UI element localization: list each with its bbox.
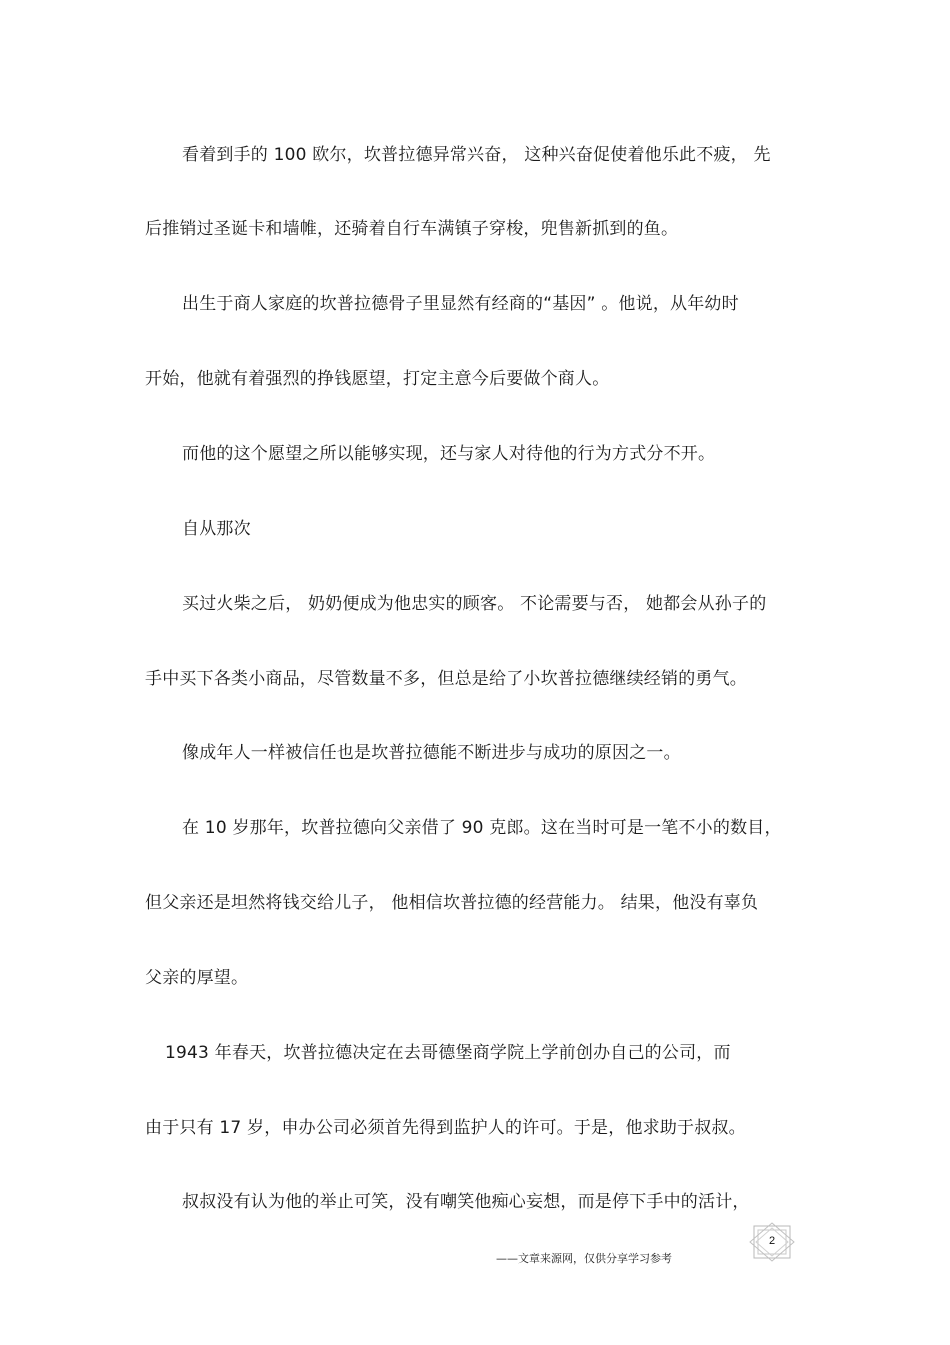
- text-line: 但父亲还是坦然将钱交给儿子， 他相信坎普拉德的经营能力。 结果，他没有辜负: [145, 893, 759, 913]
- text-line: 看着到手的 100 欧尔，坎普拉德异常兴奋， 这种兴奋促使着他乐此不疲， 先: [182, 145, 771, 165]
- text-line: 1943 年春天，坎普拉德决定在去哥德堡商学院上学前创办自己的公司，而: [165, 1043, 731, 1063]
- page-number-badge: [748, 1222, 796, 1262]
- text-line: 像成年人一样被信任也是坎普拉德能不断进步与成功的原因之一。: [182, 743, 681, 763]
- text-line: 叔叔没有认为他的举止可笑，没有嘲笑他痴心妄想，而是停下手中的活计，: [182, 1192, 750, 1212]
- text-line: 手中买下各类小商品，尽管数量不多，但总是给了小坎普拉德继续经销的勇气。: [145, 669, 747, 689]
- text-line: 开始，他就有着强烈的挣钱愿望，打定主意今后要做个商人。: [145, 369, 610, 389]
- text-line: 出生于商人家庭的坎普拉德骨子里显然有经商的“基因” 。他说，从年幼时: [182, 294, 739, 314]
- text-line: 买过火柴之后， 奶奶便成为他忠实的顾客。 不论需要与否， 她都会从孙子的: [182, 594, 767, 614]
- footer-source-note: ——文章来源网，仅供分享学习参考: [496, 1252, 672, 1265]
- text-line: 而他的这个愿望之所以能够实现，还与家人对待他的行为方式分不开。: [182, 444, 716, 464]
- page-number: 2: [768, 1235, 776, 1247]
- text-line: 父亲的厚望。: [145, 968, 249, 988]
- text-line: 后推销过圣诞卡和墙帷，还骑着自行车满镇子穿梭，兜售新抓到的鱼。: [145, 219, 679, 239]
- text-line: 在 10 岁那年，坎普拉德向父亲借了 90 克郎。这在当时可是一笔不小的数目，: [182, 818, 782, 838]
- text-line: 自从那次: [182, 519, 251, 539]
- text-line: 由于只有 17 岁，申办公司必须首先得到监护人的许可。于是，他求助于叔叔。: [145, 1118, 746, 1138]
